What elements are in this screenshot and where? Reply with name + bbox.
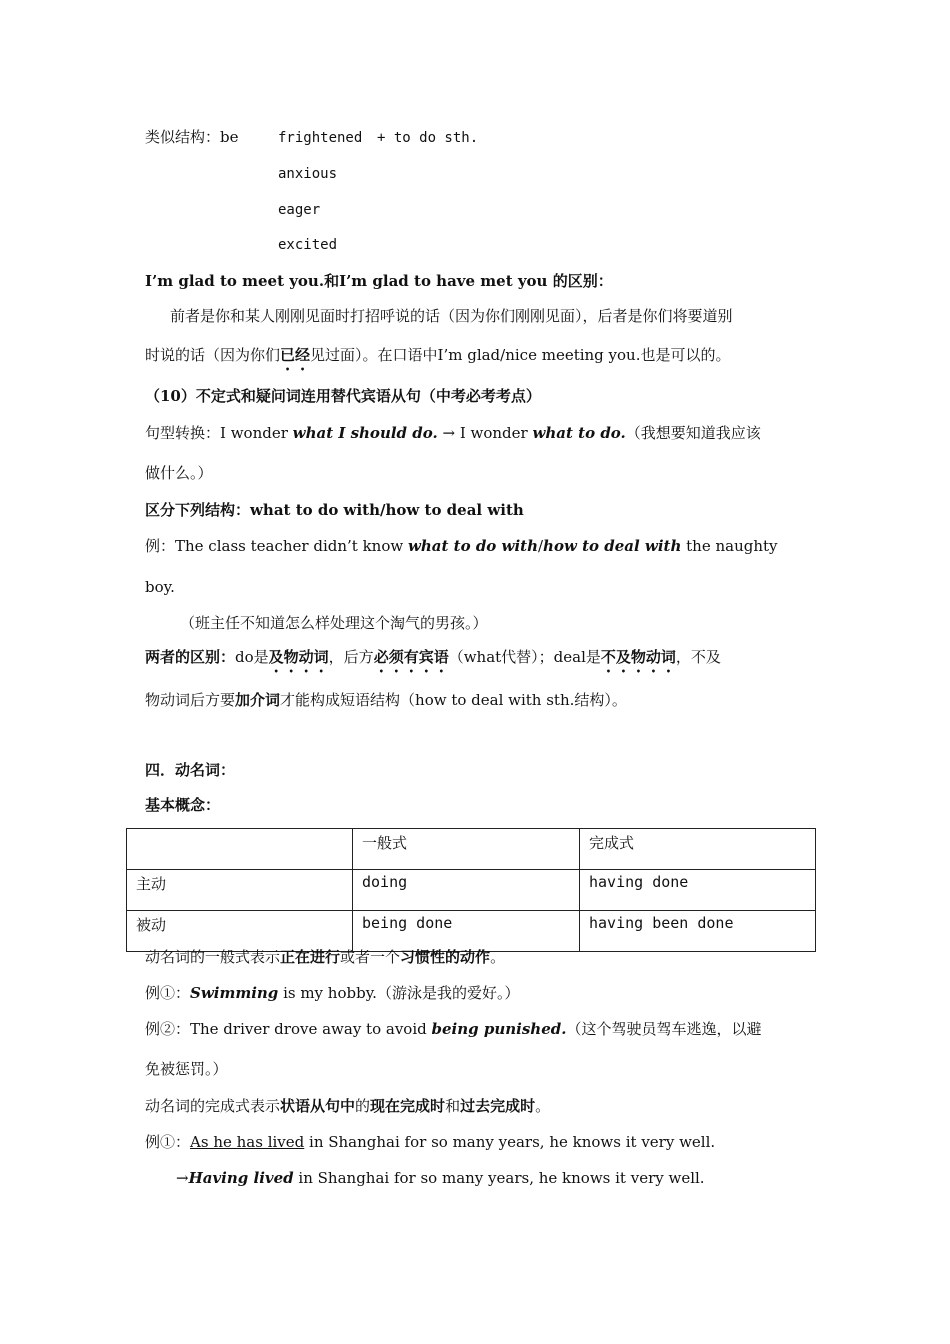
transform-sentence-cont: 做什么。） <box>145 464 213 482</box>
table-cell: doing <box>353 870 580 911</box>
difference-line-2: 物动词后方要加介词才能构成短语结构（how to deal with sth.结构）。 <box>145 691 627 709</box>
table-header-row <box>127 829 816 870</box>
gerund-example-3: 例①：As he has lived in Shanghai for so many years, he knows it very well. <box>145 1133 716 1151</box>
gerund-forms-table <box>126 828 816 952</box>
glad-heading: I’m glad to meet you.和I’m glad to have met you 的区别： <box>145 272 613 290</box>
similar-structure-label: 类似结构：be <box>145 128 239 146</box>
table-cell: having been done <box>580 911 816 952</box>
difference-line-1: 两者的区别：do是及物动词，后方必须有宾语（what代替）；deal是不及物动词，不及 <box>145 648 721 666</box>
gerund-example-2: 例②：The driver drove away to avoid being punished.（这个驾驶员驾车逃逸，以避 <box>145 1020 762 1038</box>
section-10-heading: （10）不定式和疑问词连用替代宾语从句（中考必考考点） <box>145 387 541 405</box>
table-row <box>127 870 816 911</box>
table-cell <box>127 829 353 870</box>
similar-word-frightened: frightened <box>278 130 363 146</box>
transform-sentence: 句型转换：I wonder what I should do. → I wonder what to do.（我想要知道我应该 <box>145 424 761 442</box>
table-header-simple: 一般式 <box>353 829 580 870</box>
emphasis-already: 已经 <box>280 346 311 364</box>
distinguish-heading: 区分下列结构：what to do with/how to deal with <box>145 501 524 519</box>
table-row <box>127 911 816 952</box>
table-cell: 被动 <box>127 911 353 952</box>
similar-word-eager: eager <box>278 202 321 218</box>
table-cell: being done <box>353 911 580 952</box>
similar-word-excited: excited <box>278 237 338 253</box>
similar-word-anxious: anxious <box>278 166 338 182</box>
basic-concept-label: 基本概念： <box>145 796 221 814</box>
gerund-heading: 四．动名词： <box>145 761 236 779</box>
table-header-perfect: 完成式 <box>580 829 816 870</box>
example-sentence: 例：The class teacher didn’t know what to do with/how to deal with the naughty <box>145 537 778 555</box>
example-sentence-cont: boy. <box>145 578 175 596</box>
table-cell: 主动 <box>127 870 353 911</box>
table-cell: having done <box>580 870 816 911</box>
gerund-example-2-cont: 免被惩罚。） <box>145 1060 228 1078</box>
gerund-example-3-rewrite: →Having lived in Shanghai for so many years, he knows it very well. <box>176 1169 705 1187</box>
gerund-perfect-desc: 动名词的完成式表示状语从句中的现在完成时和过去完成时。 <box>145 1097 551 1115</box>
glad-paragraph-1: 前者是你和某人刚刚见面时打招呼说的话（因为你们刚刚见面），后者是你们将要道别 <box>170 307 733 325</box>
gerund-simple-desc: 动名词的一般式表示正在进行或者一个习惯性的动作。 <box>145 948 506 966</box>
similar-structure-tail: + to do sth. <box>377 130 479 146</box>
gerund-example-1: 例①：Swimming is my hobby.（游泳是我的爱好。） <box>145 984 520 1002</box>
glad-paragraph-2: 时说的话（因为你们已经见过面）。在口语中I’m glad/nice meeting you.也是可以的。 <box>145 346 731 364</box>
example-translation: （班主任不知道怎么样处理这个淘气的男孩。） <box>180 614 488 632</box>
